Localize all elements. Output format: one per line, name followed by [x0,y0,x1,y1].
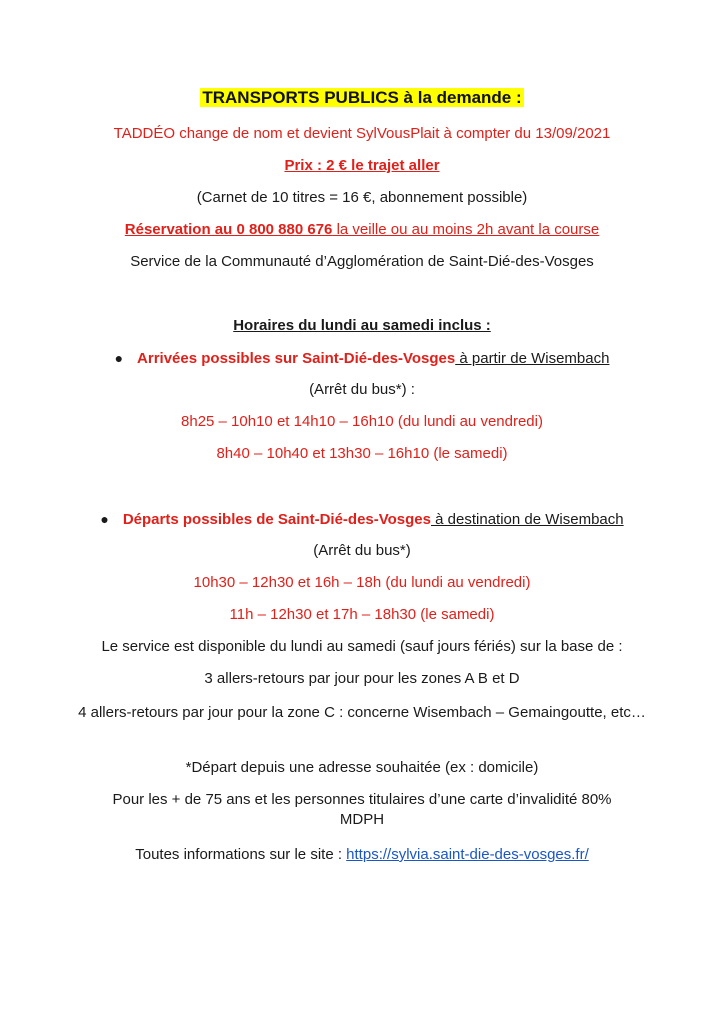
bullet-icon: ● [100,511,109,527]
departures-stop: (Arrêt du bus*) [313,542,411,559]
arrivals-from: à partir de Wisembach [455,350,610,367]
arrivals-saturday: 8h40 – 10h40 et 13h30 – 16h10 (le samedi) [216,445,508,462]
availability: Le service est disponible du lundi au samedi (sauf jours fériés) sur la base de : [101,638,623,655]
zones-abd: 3 allers-retours par jour pour les zones A B et D [204,670,520,687]
arrivals-heading [40,348,684,369]
departures-saturday: 11h – 12h30 et 17h – 18h30 (le samedi) [229,606,495,623]
service-line: Service de la Communauté d’Agglomération de Saint-Dié-des-Vosges [130,253,594,270]
info-prefix: Toutes informations sur le site : [135,846,347,863]
zone-c: 4 allers-retours par jour pour la zone C : concerne Wisembach – Gemaingoutte, etc… [78,704,646,721]
arrivals-stop: (Arrêt du bus*) : [309,381,415,398]
seniors-info: Pour les + de 75 ans et les personnes titulaires d’une carte d’invalidité 80% MDPH [112,791,612,828]
price: Prix : 2 € le trajet aller [284,157,440,174]
info-line [40,845,684,865]
rename-notice: TADDÉO change de nom et devient SylVousPlait à compter du 13/09/2021 [113,125,611,142]
departure-note: *Départ depuis une adresse souhaitée (ex : domicile) [185,759,539,776]
bullet-icon: ● [114,350,124,366]
departures-weekday: 10h30 – 12h30 et 16h – 18h (du lundi au vendredi) [193,574,531,591]
reservation-label: Réservation au 0 800 880 676 [124,221,333,238]
arrivals-label: Arrivées possibles sur Saint-Dié-des-Vosges [137,350,456,367]
page-title: TRANSPORTS PUBLICS à la demande : [202,88,522,107]
arrivals-weekday: 8h25 – 10h10 et 14h10 – 16h10 (du lundi au vendredi) [181,413,543,430]
title-line [40,88,684,109]
schedule-heading: Horaires du lundi au samedi inclus : [233,317,491,334]
carnet-info: (Carnet de 10 titres = 16 €, abonnement possible) [196,189,528,206]
departures-heading [40,509,684,530]
departures-label: Départs possibles de Saint-Dié-des-Vosges [122,511,431,528]
reservation-line [40,220,684,240]
departures-to: à destination de Wisembach [431,511,624,528]
website-link[interactable]: https://sylvia.saint-die-des-vosges.fr/ [346,846,589,863]
reservation-detail: la veille ou au moins 2h avant la course [332,221,600,238]
